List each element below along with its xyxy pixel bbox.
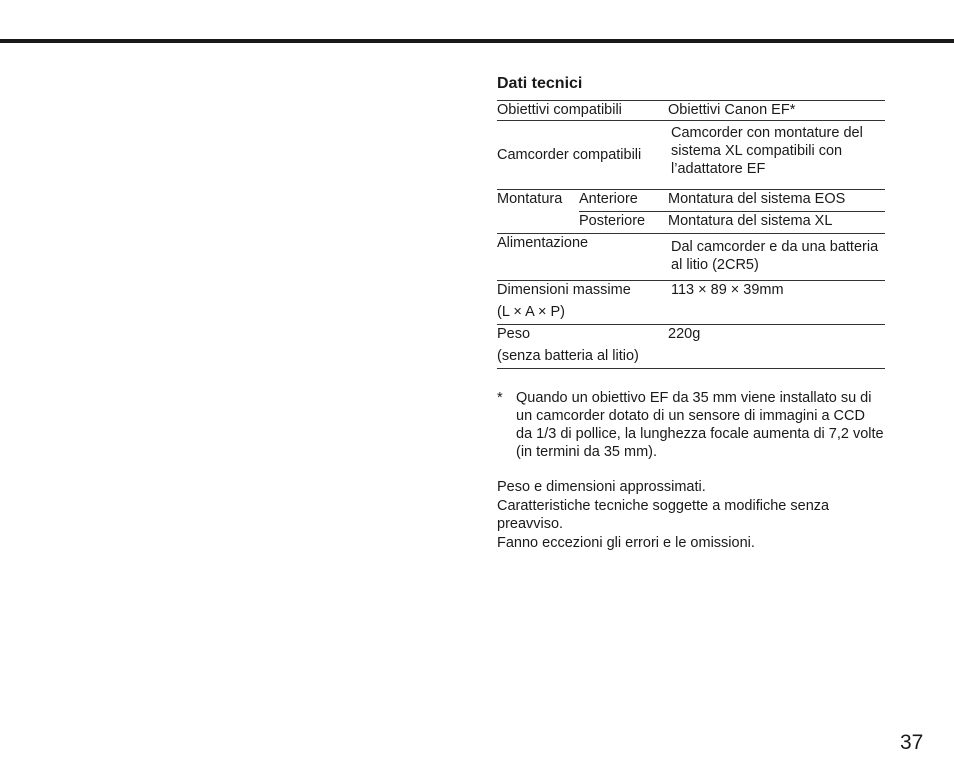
table-row	[497, 325, 885, 369]
footnote-marker: *	[497, 390, 503, 406]
footnote	[497, 389, 885, 461]
section-heading: Dati tecnici	[497, 75, 583, 92]
weight-value: 220g	[668, 326, 701, 342]
table-row	[497, 234, 885, 281]
dimensions-label	[497, 281, 668, 325]
page-number: 37	[900, 731, 924, 754]
dimensions-label-line2: (L × A × P)	[497, 304, 565, 320]
dimensions-label-line1: Dimensioni massime	[497, 282, 631, 298]
weight-label-line2: (senza batteria al litio)	[497, 348, 639, 364]
mount-label: Montatura	[497, 191, 563, 207]
notes	[497, 478, 885, 552]
mount-front-label: Anteriore	[579, 190, 668, 212]
table-row	[497, 101, 885, 121]
specs-table	[497, 100, 885, 369]
lenses-label: Obiettivi compatibili	[497, 102, 622, 118]
table-row	[497, 212, 885, 234]
camcorders-label: Camcorder compatibili	[497, 147, 642, 163]
footnote-text: Quando un obiettivo EF da 35 mm viene installato su di un camcorder dotato di un sensore di immagini a CCD da 1/3 di pollice, la lunghezza focale aumenta di 7,2 volte (in termini da 35 mm).	[516, 390, 884, 460]
mount-rear-label: Posteriore	[579, 213, 646, 229]
dimensions-value: 113 × 89 × 39mm	[671, 282, 784, 298]
table-row	[497, 281, 885, 325]
note-line: Fanno eccezioni gli errori e le omissioni.	[497, 534, 755, 551]
mount-rear-value: Montatura del sistema XL	[668, 213, 833, 229]
power-label: Alimentazione	[497, 235, 589, 251]
note-line: Caratteristiche tecniche soggette a modifiche senza preavviso.	[497, 497, 830, 532]
weight-label-line1: Peso	[497, 326, 531, 342]
weight-label	[497, 325, 668, 369]
note-line: Peso e dimensioni approssimati.	[497, 479, 706, 495]
lenses-value: Obiettivi Canon EF*	[668, 102, 796, 118]
power-value: Dal camcorder e da una batteria al litio (2CR5)	[671, 239, 879, 273]
specifications-section	[497, 74, 885, 552]
camcorders-value: Camcorder con montature del sistema XL compatibili con l’adattatore EF	[671, 125, 863, 177]
table-row	[497, 121, 885, 190]
mount-front-value: Montatura del sistema EOS	[668, 190, 885, 212]
top-rule	[0, 39, 954, 43]
table-row	[497, 190, 885, 212]
